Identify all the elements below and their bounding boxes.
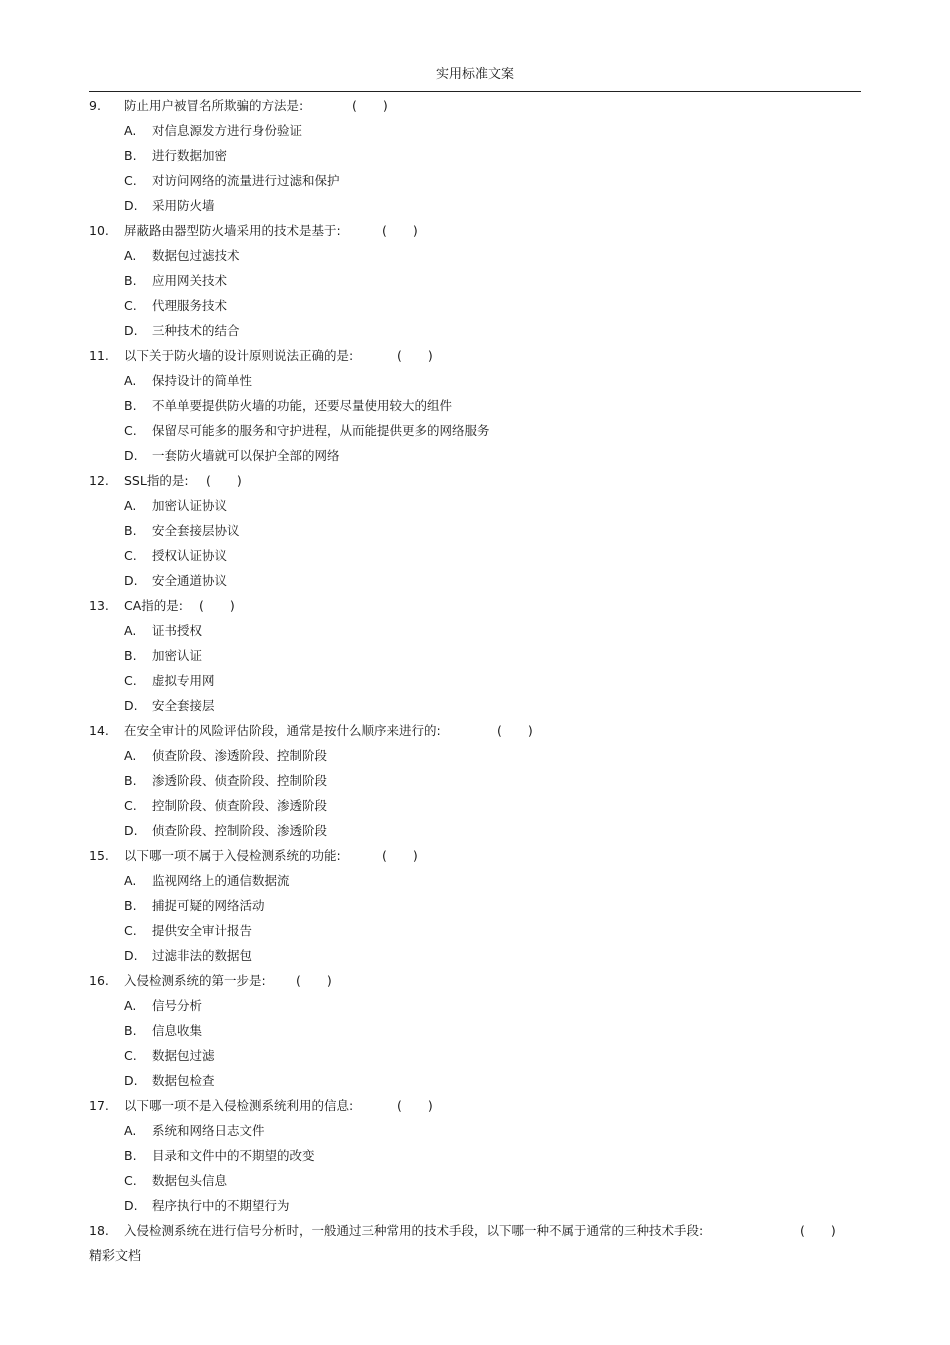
page-footer-text: 精彩文档	[89, 1249, 142, 1264]
option-text: 侦查阶段、控制阶段、渗透阶段	[152, 823, 328, 838]
option-letter: B.	[124, 898, 137, 913]
answer-blank-close: )	[527, 723, 533, 738]
option-row	[0, 768, 950, 793]
option-row	[0, 868, 950, 893]
answer-blank	[352, 93, 388, 118]
option-letter: C.	[124, 673, 137, 688]
option-letter: C.	[124, 1048, 137, 1063]
option-text: 系统和网络日志文件	[152, 1123, 265, 1138]
option-row	[0, 318, 950, 343]
option-text: 虚拟专用网	[152, 673, 215, 688]
answer-blank	[199, 593, 235, 618]
option-text: 提供安全审计报告	[152, 923, 253, 938]
option-row	[0, 993, 950, 1018]
answer-blank-close: )	[412, 848, 418, 863]
option-letter: B.	[124, 148, 137, 163]
option-letter: A.	[124, 373, 137, 388]
answer-blank-open: (	[397, 1098, 402, 1113]
option-letter: B.	[124, 273, 137, 288]
option-text: 安全通道协议	[152, 573, 228, 588]
option-row	[0, 1193, 950, 1218]
option-row	[0, 818, 950, 843]
option-row	[0, 1043, 950, 1068]
option-letter: A.	[124, 1123, 137, 1138]
option-text: 三种技术的结合	[152, 323, 240, 338]
option-letter: D.	[124, 448, 138, 463]
option-letter: C.	[124, 298, 137, 313]
option-letter: D.	[124, 1073, 138, 1088]
question-row	[0, 593, 950, 618]
answer-blank-close: )	[236, 473, 242, 488]
answer-blank-open: (	[296, 973, 301, 988]
option-letter: D.	[124, 198, 138, 213]
option-letter: D.	[124, 323, 138, 338]
answer-blank-open: (	[382, 223, 387, 238]
option-text: 目录和文件中的不期望的改变	[152, 1148, 315, 1163]
question-number: 12.	[89, 473, 109, 488]
question-row	[0, 718, 950, 743]
option-row	[0, 943, 950, 968]
answer-blank-close: )	[427, 1098, 433, 1113]
option-letter: B.	[124, 523, 137, 538]
answer-blank	[397, 1093, 433, 1118]
option-row	[0, 518, 950, 543]
answer-blank	[296, 968, 332, 993]
option-letter: A.	[124, 998, 137, 1013]
option-text: 对信息源发方进行身份验证	[152, 123, 303, 138]
option-text: 数据包检查	[152, 1073, 215, 1088]
option-row	[0, 443, 950, 468]
answer-blank-close: )	[427, 348, 433, 363]
option-letter: D.	[124, 823, 138, 838]
question-row	[0, 1218, 950, 1243]
option-text: 渗透阶段、侦查阶段、控制阶段	[152, 773, 328, 788]
question-text: 防止用户被冒名所欺骗的方法是:	[124, 98, 304, 113]
option-row	[0, 1068, 950, 1093]
option-text: 安全套接层	[152, 698, 215, 713]
question-number: 11.	[89, 348, 109, 363]
option-text: 采用防火墙	[152, 198, 215, 213]
question-text: 在安全审计的风险评估阶段，通常是按什么顺序来进行的:	[124, 723, 441, 738]
option-letter: C.	[124, 173, 137, 188]
option-text: 保留尽可能多的服务和守护进程，从而能提供更多的网络服务	[152, 423, 490, 438]
option-text: 授权认证协议	[152, 548, 228, 563]
option-letter: D.	[124, 573, 138, 588]
header-divider	[89, 91, 861, 92]
option-row	[0, 543, 950, 568]
option-row	[0, 293, 950, 318]
option-text: 程序执行中的不期望行为	[152, 1198, 290, 1213]
answer-blank-close: )	[326, 973, 332, 988]
option-letter: B.	[124, 398, 137, 413]
option-letter: B.	[124, 1148, 137, 1163]
option-row	[0, 1168, 950, 1193]
question-row	[0, 93, 950, 118]
answer-blank	[800, 1218, 836, 1243]
question-row	[0, 343, 950, 368]
option-letter: D.	[124, 698, 138, 713]
question-number: 9.	[89, 98, 101, 113]
option-text: 应用网关技术	[152, 273, 228, 288]
question-list	[0, 93, 950, 1243]
question-number: 17.	[89, 1098, 109, 1113]
option-row	[0, 118, 950, 143]
question-number: 15.	[89, 848, 109, 863]
option-letter: C.	[124, 548, 137, 563]
option-row	[0, 668, 950, 693]
option-text: 侦查阶段、渗透阶段、控制阶段	[152, 748, 328, 763]
option-row	[0, 1143, 950, 1168]
option-row	[0, 418, 950, 443]
option-text: 数据包头信息	[152, 1173, 228, 1188]
option-row	[0, 493, 950, 518]
question-row	[0, 218, 950, 243]
question-text: 以下关于防火墙的设计原则说法正确的是:	[124, 348, 354, 363]
question-text: CA指的是:	[124, 598, 183, 613]
option-letter: B.	[124, 1023, 137, 1038]
option-text: 过滤非法的数据包	[152, 948, 253, 963]
option-text: 证书授权	[152, 623, 203, 638]
option-text: 不单单要提供防火墙的功能，还要尽量使用较大的组件	[152, 398, 453, 413]
option-row	[0, 643, 950, 668]
option-text: 捕捉可疑的网络活动	[152, 898, 265, 913]
answer-blank	[497, 718, 533, 743]
option-letter: A.	[124, 623, 137, 638]
option-text: 进行数据加密	[152, 148, 228, 163]
answer-blank-open: (	[382, 848, 387, 863]
answer-blank-close: )	[382, 98, 388, 113]
option-letter: C.	[124, 798, 137, 813]
question-row	[0, 843, 950, 868]
option-letter: B.	[124, 773, 137, 788]
option-row	[0, 168, 950, 193]
option-text: 控制阶段、侦查阶段、渗透阶段	[152, 798, 328, 813]
option-row	[0, 143, 950, 168]
question-text: SSL指的是:	[124, 473, 189, 488]
question-text: 入侵检测系统的第一步是:	[124, 973, 266, 988]
option-row	[0, 693, 950, 718]
answer-blank	[382, 843, 418, 868]
option-letter: C.	[124, 423, 137, 438]
answer-blank-open: (	[352, 98, 357, 113]
option-letter: A.	[124, 748, 137, 763]
question-text: 以下哪一项不属于入侵检测系统的功能:	[124, 848, 341, 863]
option-text: 信息收集	[152, 1023, 203, 1038]
question-number: 14.	[89, 723, 109, 738]
option-row	[0, 268, 950, 293]
option-row	[0, 1018, 950, 1043]
answer-blank-open: (	[199, 598, 204, 613]
option-letter: B.	[124, 648, 137, 663]
answer-blank	[397, 343, 433, 368]
option-text: 保持设计的简单性	[152, 373, 253, 388]
option-letter: A.	[124, 123, 137, 138]
answer-blank-close: )	[412, 223, 418, 238]
answer-blank-open: (	[497, 723, 502, 738]
option-row	[0, 793, 950, 818]
option-text: 加密认证协议	[152, 498, 228, 513]
answer-blank	[206, 468, 242, 493]
answer-blank-open: (	[397, 348, 402, 363]
answer-blank-close: )	[229, 598, 235, 613]
option-row	[0, 393, 950, 418]
option-text: 信号分析	[152, 998, 203, 1013]
question-row	[0, 1093, 950, 1118]
question-text: 屏蔽路由器型防火墙采用的技术是基于:	[124, 223, 341, 238]
option-text: 数据包过滤技术	[152, 248, 240, 263]
option-letter: C.	[124, 923, 137, 938]
option-text: 数据包过滤	[152, 1048, 215, 1063]
option-letter: D.	[124, 948, 138, 963]
option-letter: A.	[124, 498, 137, 513]
option-row	[0, 618, 950, 643]
option-row	[0, 193, 950, 218]
option-row	[0, 1118, 950, 1143]
option-text: 加密认证	[152, 648, 203, 663]
question-text: 以下哪一项不是入侵检测系统利用的信息:	[124, 1098, 354, 1113]
option-row	[0, 893, 950, 918]
option-letter: A.	[124, 873, 137, 888]
answer-blank-open: (	[800, 1223, 805, 1238]
option-text: 一套防火墙就可以保护全部的网络	[152, 448, 340, 463]
option-row	[0, 918, 950, 943]
option-row	[0, 243, 950, 268]
question-row	[0, 468, 950, 493]
page-header-title: 实用标准文案	[435, 67, 514, 82]
option-text: 对访问网络的流量进行过滤和保护	[152, 173, 340, 188]
option-row	[0, 568, 950, 593]
option-letter: A.	[124, 248, 137, 263]
question-row	[0, 968, 950, 993]
option-row	[0, 368, 950, 393]
question-text: 入侵检测系统在进行信号分析时，一般通过三种常用的技术手段，以下哪一种不属于通常的三种技术手段:	[124, 1223, 704, 1238]
question-number: 13.	[89, 598, 109, 613]
answer-blank	[382, 218, 418, 243]
question-number: 10.	[89, 223, 109, 238]
option-row	[0, 743, 950, 768]
answer-blank-open: (	[206, 473, 211, 488]
option-letter: D.	[124, 1198, 138, 1213]
answer-blank-close: )	[830, 1223, 836, 1238]
option-letter: C.	[124, 1173, 137, 1188]
question-number: 16.	[89, 973, 109, 988]
option-text: 代理服务技术	[152, 298, 228, 313]
option-text: 安全套接层协议	[152, 523, 240, 538]
question-number: 18.	[89, 1223, 109, 1238]
option-text: 监视网络上的通信数据流	[152, 873, 290, 888]
